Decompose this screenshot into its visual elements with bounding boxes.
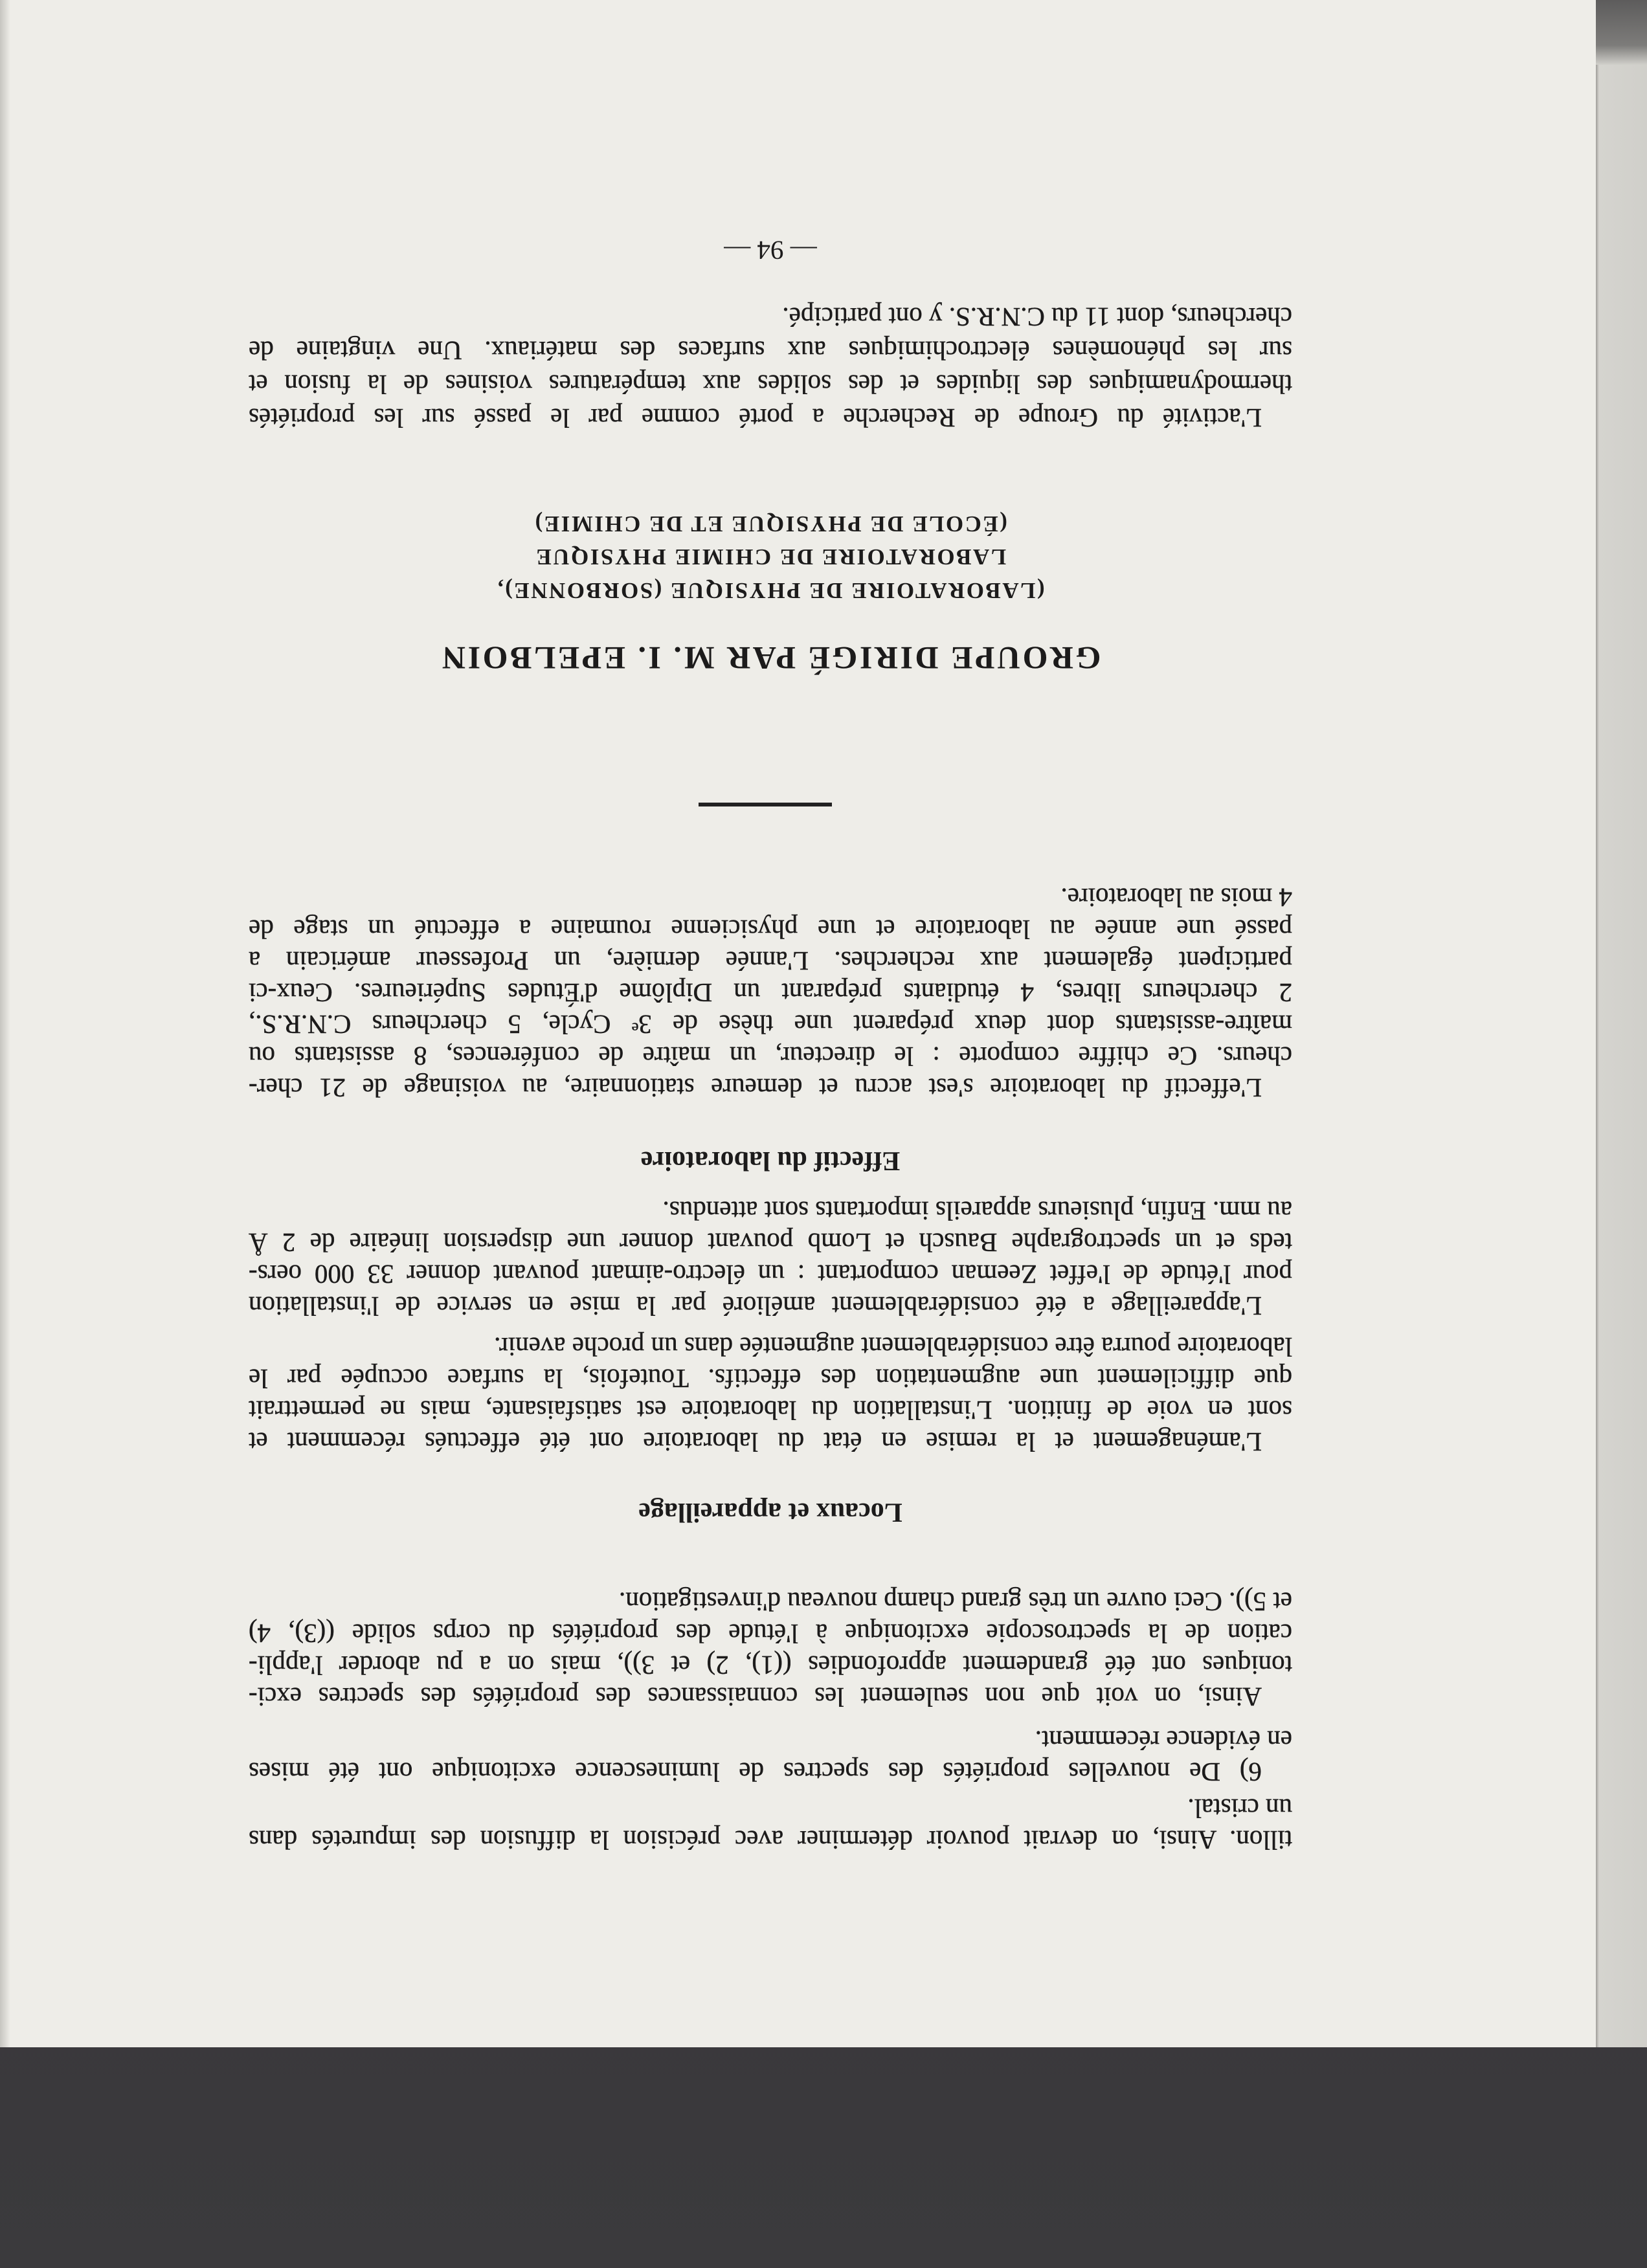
text-line: que difficilement une augmentation des effectifs. Toutefois, la surface occupée par le [249,1364,1292,1394]
scan-corner-shadow [1596,0,1647,65]
text-line: un cristal. [1187,1794,1292,1823]
section-heading-effectif: Effectif du laboratoire [640,1146,901,1175]
paragraph-amenagement [249,1331,1292,1458]
text-line: L'aménagement et la remise en état du laboratoire ont été effectués récemment et [249,1427,1262,1457]
group-title: GROUPE DIRIGÉ PAR M. I. EPELBOIN [440,640,1101,676]
text-line: cation de la spectroscopie excitonique à l'étude des propriétés du corps solide ((3), 4) [249,1619,1292,1649]
paragraph-summary [249,1586,1292,1713]
text-line: laboratoire pourra être considérablement augmentée dans un proche avenir. [494,1332,1292,1362]
text-line: chercheurs, dont 11 du C.N.R.S. y ont participé. [782,302,1292,332]
text-line: 2 chercheurs libres, 4 étudiants préparant un Diplôme d'Études Supérieures. Ceux-ci [249,978,1292,1008]
text-line: sont en voie de finition. L'installation du laboratoire est satisfaisante, mais ne permettrait [249,1395,1292,1425]
text-line: cheurs. Ce chiffre comporte : le directeur, un maître de conférences, 8 assistants ou [249,1041,1292,1071]
text-line: participent également aux recherches. L'année dernière, un Professeur américain a [249,946,1292,976]
text-line: L'activité du Groupe de Recherche a porté comme par le passé sur les propriétés [249,403,1262,433]
text-line: 4 mois au laboratoire. [1060,883,1292,913]
text-line: passé une année au laboratoire et une physicienne roumaine a effectué un stage de [249,915,1292,944]
paragraph-item-6 [249,1724,1292,1788]
group-subtitle [249,507,1292,608]
text-line: pour l'étude de l'effet Zeeman comportant : un électro-aimant pouvant donner 33 000 oers- [249,1260,1292,1289]
subtitle-line: LABORATOIRE DE CHIMIE PHYSIQUE [534,544,1007,570]
text-line: 6) De nouvelles propriétés des spectres de luminescence excitonique ont été mises [249,1757,1262,1787]
separator-rule [699,803,832,806]
paragraph-effectif [249,882,1292,1104]
text-line: en évidence récemment. [1035,1726,1292,1755]
paragraph-continuation [249,1792,1292,1856]
subtitle-line: (ÉCOLE DE PHYSIQUE ET DE CHIMIE) [533,511,1007,537]
text-line: maître-assistants dont deux préparent une thèse de 3ᵉ Cycle, 5 chercheurs C.N.R.S., [249,1010,1292,1040]
text-line: Ainsi, on voit que non seulement les connaissances des propriétés des spectres exci- [249,1682,1262,1712]
text-line: thermodynamiques des liquides et des solides aux températures voisines de la fusion et [249,370,1292,399]
subtitle-line: (LABORATOIRE DE PHYSIQUE (SORBONNE), [496,578,1045,603]
paper-left-edge [0,0,10,2047]
text-line: L'appareillage a été considérablement amélioré par la mise en service de l'installation [249,1291,1262,1321]
text-line: L'effectif du laboratoire s'est accru et demeure stationnaire, au voisinage de 21 cher- [249,1073,1262,1103]
text-line: tillon. Ainsi, on devrait pouvoir déterminer avec précision la diffusion des impuretés dans [249,1825,1292,1855]
text-line: toniques ont été grandement approfondies ((1), 2) et 3)), mais on a pu aborder l'appli- [249,1651,1292,1680]
text-line: teds et un spectrographe Bausch et Lomb pouvant donner une dispersion linéaire de 2 Å [249,1228,1292,1258]
page-number: — 94 — [724,236,817,265]
section-heading-locaux: Locaux et appareillage [638,1497,902,1527]
page-content-upside-down [249,233,1292,1858]
adjacent-page-edge [1596,0,1647,2047]
paragraph-appareillage [249,1195,1292,1322]
text-line: et 5)). Ceci ouvre un très grand champ nouveau d'investigation. [618,1587,1292,1617]
text-line: au mm. Enfin, plusieurs appareils importants sont attendus. [662,1196,1292,1226]
text-line: sur les phénomènes électrochimiques aux surfaces des matériaux. Une vingtaine de [249,336,1292,366]
paragraph-activite [249,300,1292,435]
